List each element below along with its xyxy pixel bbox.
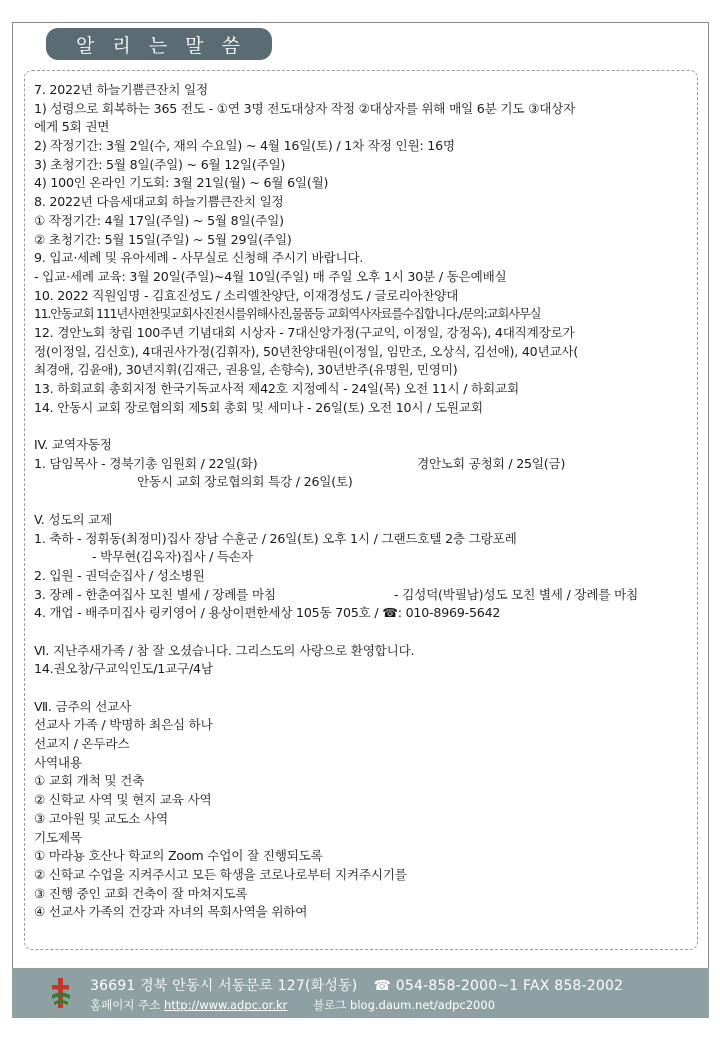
church-cross-logo-icon bbox=[50, 977, 72, 1009]
fellowship-hospital: 2. 입원 - 권덕순집사 / 성소병원 bbox=[34, 567, 205, 583]
section-vii-heading: Ⅶ. 금주의 선교사 bbox=[34, 698, 132, 714]
fellowship-celebration: 1. 축하 - 정휘동(최정미)집사 장남 수훈군 / 26일(토) 오후 1시 / 그랜드호텔 2층 그랑포레 bbox=[34, 530, 517, 546]
missionary-line: 사역내용 bbox=[34, 754, 82, 770]
section-vi-heading: Ⅵ. 지난주새가족 / 참 잘 오셨습니다. 그리스도의 사랑으로 환영합니다. bbox=[34, 642, 415, 658]
missionary-line: 선교지 / 온두라스 bbox=[34, 736, 130, 752]
fellowship-funeral bbox=[34, 586, 697, 605]
section-iv-item bbox=[34, 455, 697, 474]
announcements-box bbox=[24, 70, 698, 950]
pastor-schedule-3: 안동시 교회 장로협의회 특강 / 26일(토) bbox=[137, 474, 353, 490]
announcement-11: 11.안동교회 111년사편찬및교회사진전시를위해사진,물품등 교회역사자료를수집합니다./문의:교회사무실 bbox=[34, 307, 541, 322]
missionary-line: ② 신학교 수업을 지켜주시고 모든 학생을 코로나로부터 지켜주시기를 bbox=[34, 866, 407, 882]
fellowship-opening: 4. 개업 - 배주미집사 링키영어 / 용상이편한세상 105동 705호 / ☎: 010-8969-5642 bbox=[34, 605, 501, 621]
missionary-line: 기도제목 bbox=[34, 829, 82, 845]
section-v-heading: V. 성도의 교제 bbox=[34, 511, 113, 527]
missionary-line: ① 교회 개척 및 건축 bbox=[34, 773, 145, 789]
new-family-entry: 14.권오창/구교익인도/1교구/4남 bbox=[34, 661, 213, 677]
pastor-schedule-2: 경안노회 공청회 / 25일(금) bbox=[417, 455, 566, 471]
announcement-8-item: ② 초청기간: 5월 15일(주일) ~ 5월 29일(주일) bbox=[34, 231, 292, 247]
announcement-12: 정(이정일, 김신호), 4대권사가정(김휘자), 50년찬양대원(이정일, 임만조, 오상식, 김선애), 40년교사( bbox=[34, 343, 579, 359]
announcement-14: 14. 안동시 교회 장로협의회 제5회 총회 및 세미나 - 26일(토) 오전 10시 / 도원교회 bbox=[34, 399, 483, 415]
announcement-10: 10. 2022 직원임명 - 김효진성도 / 소리엘찬양단, 이재경성도 / 글로리아찬양대 bbox=[34, 287, 459, 303]
announcement-9-title: 9. 입교·세례 및 유아세례 - 사무실로 신청해 주시기 바랍니다. bbox=[34, 250, 364, 266]
missionary-line: ③ 진행 중인 교회 건축이 잘 마쳐지도록 bbox=[34, 885, 248, 901]
footer-web-line bbox=[90, 997, 495, 1013]
homepage-link[interactable]: http://www.adpc.or.kr bbox=[163, 998, 288, 1012]
church-phone: ☎ 054-858-2000~1 FAX 858-2002 bbox=[373, 978, 624, 994]
announcement-7-item: 에게 5회 권면 bbox=[34, 119, 110, 135]
missionary-line: ④ 선교사 가족의 건강과 자녀의 목회사역을 위하여 bbox=[34, 904, 308, 920]
announcement-9-item: - 입교·세례 교육: 3월 20일(주일)~4월 10일(주일) 매 주일 오후 1시 30분 / 동은예배실 bbox=[34, 268, 507, 284]
announcement-7-item: 1) 성령으로 회복하는 365 전도 - ①연 3명 전도대상자 작정 ②대상자를 위해 매일 6분 기도 ③대상자 bbox=[34, 100, 576, 116]
church-address: 36691 경북 안동시 서동문로 127(화성동) bbox=[90, 978, 358, 994]
pastor-schedule-1: 1. 담임목사 - 경북기총 임원회 / 22일(화) bbox=[34, 455, 258, 471]
announcement-7-item: 3) 초청기간: 5월 8일(주일) ~ 6월 12일(주일) bbox=[34, 156, 286, 172]
footer-address-line bbox=[90, 975, 623, 995]
missionary-line: 선교사 가족 / 박명하 최은심 하나 bbox=[34, 717, 213, 733]
funeral-right: - 김성덕(박필남)성도 모친 별세 / 장례를 마침 bbox=[394, 586, 639, 602]
announcement-12: 최경애, 김윤애), 30년지휘(김재근, 권용일, 손향숙), 30년반주(유명원, 민영미) bbox=[34, 362, 458, 378]
missionary-line: ① 마라뇽 호산나 학교의 Zoom 수업이 잘 진행되도록 bbox=[34, 848, 323, 864]
funeral-left: 3. 장례 - 한춘여집사 모친 별세 / 장례를 마침 bbox=[34, 586, 276, 602]
page-title: 알 리 는 말 씀 bbox=[46, 28, 272, 60]
footer bbox=[12, 968, 709, 1018]
blog-address: 블로그 blog.daum.net/adpc2000 bbox=[313, 998, 496, 1012]
missionary-line: ② 신학교 사역 및 현지 교육 사역 bbox=[34, 792, 212, 808]
announcement-7-title: 7. 2022년 하늘기쁨큰잔치 일정 bbox=[34, 82, 208, 97]
homepage-label: 홈페이지 주소 bbox=[90, 998, 161, 1012]
announcement-8-item: ① 작정기간: 4월 17일(주일) ~ 5월 8일(주일) bbox=[34, 212, 284, 228]
fellowship-celebration-cont: - 박무현(김옥자)집사 / 득손자 bbox=[92, 549, 253, 565]
announcement-7-item: 2) 작정기간: 3월 2일(수, 재의 수요일) ~ 4월 16일(토) / 1차 작정 인원: 16명 bbox=[34, 138, 455, 154]
section-iv-heading: IV. 교역자동정 bbox=[34, 437, 112, 453]
announcement-12: 12. 경안노회 창립 100주년 기념대회 시상자 - 7대신앙가정(구교익, 이정일, 강정옥), 4대직계장로가 bbox=[34, 324, 575, 340]
missionary-line: ③ 고아원 및 교도소 사역 bbox=[34, 810, 168, 826]
announcement-7-item: 4) 100인 온라인 기도회: 3월 21일(월) ~ 6월 6일(월) bbox=[34, 175, 329, 191]
announcement-13: 13. 하회교회 총회지정 한국기독교사적 제42호 지정예식 - 24일(목) 오전 11시 / 하회교회 bbox=[34, 381, 519, 396]
announcement-8-title: 8. 2022년 다음세대교회 하늘기쁨큰잔치 일정 bbox=[34, 194, 284, 210]
